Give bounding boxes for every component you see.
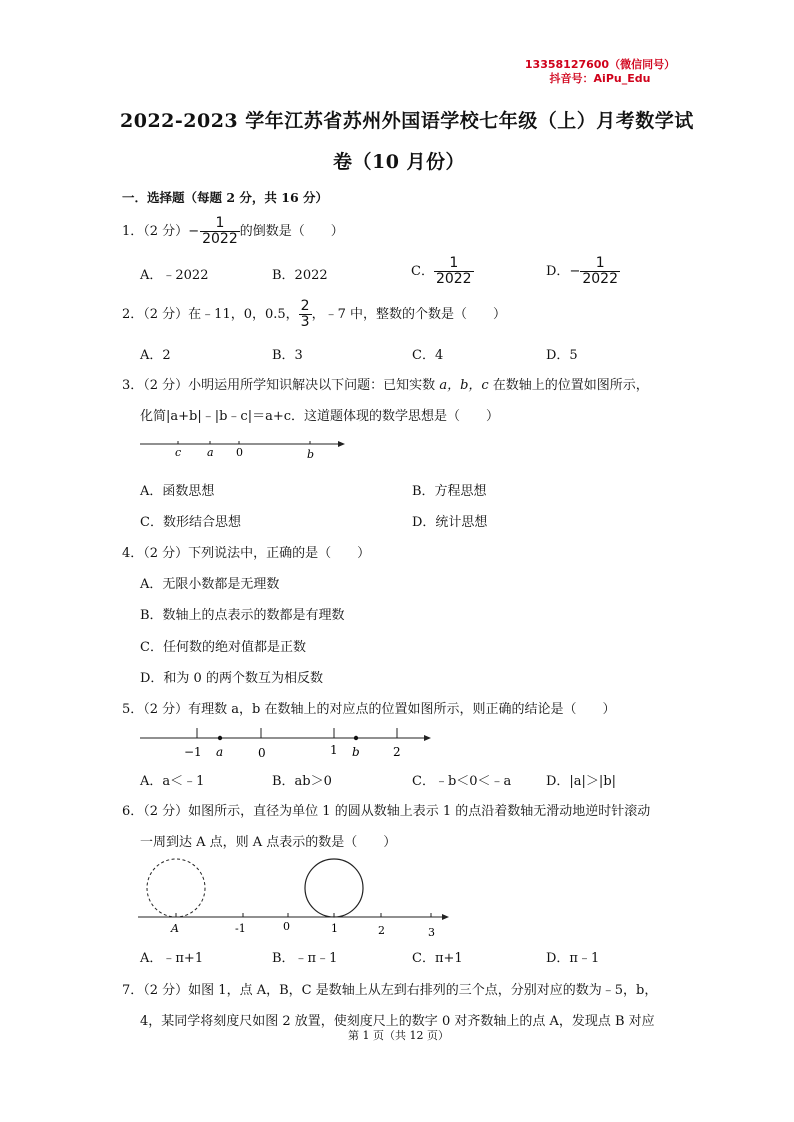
q6-option-a[interactable]: A．﹣π+1 [140, 951, 204, 966]
question-4-stem: 4．（2 分）下列说法中，正确的是（ ） [122, 546, 371, 561]
q3-label-c: c [175, 446, 182, 459]
q3-number-line [138, 437, 348, 463]
q1-option-c[interactable] [411, 256, 474, 287]
q3-line1-vars: a，b，c [439, 378, 489, 393]
q3-option-a[interactable]: A．函数思想 [140, 484, 215, 499]
q5-option-b[interactable]: B．ab＞0 [272, 774, 332, 789]
q1-fraction [200, 216, 240, 247]
q6-label-3: 3 [428, 926, 435, 939]
q4-option-d[interactable]: D．和为 0 的两个数互为相反数 [140, 671, 323, 686]
q1-option-c-label: C． [411, 264, 434, 279]
q1-frac-den: 2022 [202, 231, 238, 247]
contact-douyin: 抖音号：AiPu_Edu [549, 72, 651, 85]
q5-label-neg1: −1 [184, 745, 202, 759]
q3-label-0: 0 [236, 446, 243, 459]
q6-option-b[interactable]: B．﹣π﹣1 [272, 951, 338, 966]
q2-prefix: 2．（2 分）在﹣11，0，0.5， [122, 307, 299, 322]
q1-minus: − [188, 224, 200, 239]
q5-label-2: 2 [393, 745, 401, 759]
q2-frac-den: 3 [300, 314, 310, 330]
contact-block [520, 58, 680, 86]
q1-option-a[interactable]: A．﹣2022 [140, 268, 209, 283]
question-6-line1: 6．（2 分）如图所示，直径为单位 1 的圆从数轴上表示 1 的点沿着数轴无滑动地逆时针滚动 [122, 804, 651, 819]
q1-option-b[interactable]: B．2022 [272, 268, 328, 283]
question-3-line2: 化简|a+b|﹣|b﹣c|＝a+c．这道题体现的数学思想是（ ） [140, 409, 500, 424]
q5-option-d[interactable]: D．|a|＞|b| [546, 774, 617, 789]
q1-option-d-label: D． [546, 264, 570, 279]
page-title-line1: 2022-2023 学年江苏省苏州外国语学校七年级（上）月考数学试 [120, 110, 694, 132]
q2-option-a[interactable]: A．2 [140, 348, 171, 363]
q1-option-c-fraction [434, 256, 474, 287]
q1-option-d[interactable] [546, 256, 620, 287]
q4-option-c[interactable]: C．任何数的绝对值都是正数 [140, 640, 306, 655]
q2-suffix: ，﹣7 中，整数的个数是（ ） [311, 307, 506, 322]
page-footer: 第 1 页（共 12 页） [348, 1029, 449, 1042]
q6-label-0: 0 [283, 920, 290, 933]
q1-d-num: 1 [595, 255, 605, 271]
q2-fraction [299, 299, 312, 330]
q1-d-minus: − [569, 264, 581, 279]
section-heading: 一．选择题（每题 2 分，共 16 分） [122, 190, 329, 205]
q4-option-b[interactable]: B．数轴上的点表示的数都是有理数 [140, 608, 345, 623]
question-1-stem [122, 216, 344, 247]
question-3-line1 [122, 374, 649, 393]
q1-c-den: 2022 [435, 271, 472, 287]
q3-option-c[interactable]: C．数形结合思想 [140, 515, 241, 530]
q1-suffix: 的倒数是（ ） [239, 224, 344, 239]
q1-option-d-fraction [580, 256, 620, 287]
question-7-line1: 7．（2 分）如图 1，点 A，B，C 是数轴上从左到右排列的三个点，分别对应的数为﹣5，b， [122, 983, 658, 998]
q2-option-b[interactable]: B．3 [272, 348, 303, 363]
q2-option-d[interactable]: D．5 [546, 348, 578, 363]
question-7-line2: 4，某同学将刻度尺如图 2 放置，使刻度尺上的数字 0 对齐数轴上的点 A，发现点 B 对应 [140, 1014, 655, 1029]
q1-frac-num: 1 [215, 215, 225, 231]
q3-label-b: b [307, 448, 315, 461]
q6-solid-circle [305, 859, 363, 917]
q3-option-b[interactable]: B．方程思想 [412, 484, 487, 499]
q5-label-a: a [216, 745, 224, 759]
q5-number-line [138, 726, 434, 760]
q5-label-0: 0 [258, 746, 266, 760]
q3-label-a: a [207, 446, 214, 459]
q6-rolling-circle-figure [136, 858, 452, 940]
q6-label-2: 2 [378, 924, 385, 937]
q2-option-c[interactable]: C．4 [412, 348, 444, 363]
q2-frac-num: 2 [300, 298, 310, 314]
q6-label-A: A [171, 922, 179, 935]
q6-option-c[interactable]: C．π+1 [412, 951, 463, 966]
question-2-stem [122, 299, 506, 330]
q1-c-num: 1 [449, 255, 459, 271]
q6-option-d[interactable]: D．π﹣1 [546, 951, 600, 966]
q5-option-c[interactable]: C．﹣b＜0＜﹣a [412, 774, 512, 789]
q1-d-den: 2022 [582, 271, 618, 287]
page-title-line2: 卷（10 月份） [333, 151, 466, 173]
q6-label-1: 1 [331, 922, 338, 935]
q3-line1-a: 3．（2 分）小明运用所学知识解决以下问题：已知实数 [122, 378, 440, 393]
q5-label-1: 1 [330, 743, 338, 757]
q5-label-b: b [352, 745, 360, 759]
q6-label-neg1: -1 [235, 922, 246, 935]
question-5-stem: 5．（2 分）有理数 a，b 在数轴上的对应点的位置如图所示，则正确的结论是（ ） [122, 702, 616, 717]
q3-line1-b: 在数轴上的位置如图所示， [488, 378, 649, 393]
question-6-line2: 一周到达 A 点，则 A 点表示的数是（ ） [140, 835, 397, 850]
q5-option-a[interactable]: A．a＜﹣1 [140, 774, 205, 789]
q3-option-d[interactable]: D．统计思想 [412, 515, 488, 530]
q4-option-a[interactable]: A．无限小数都是无理数 [140, 577, 280, 592]
q1-prefix: 1．（2 分） [122, 224, 189, 239]
contact-phone: 13358127600（微信同号） [524, 58, 676, 71]
q6-dashed-circle [147, 859, 205, 917]
